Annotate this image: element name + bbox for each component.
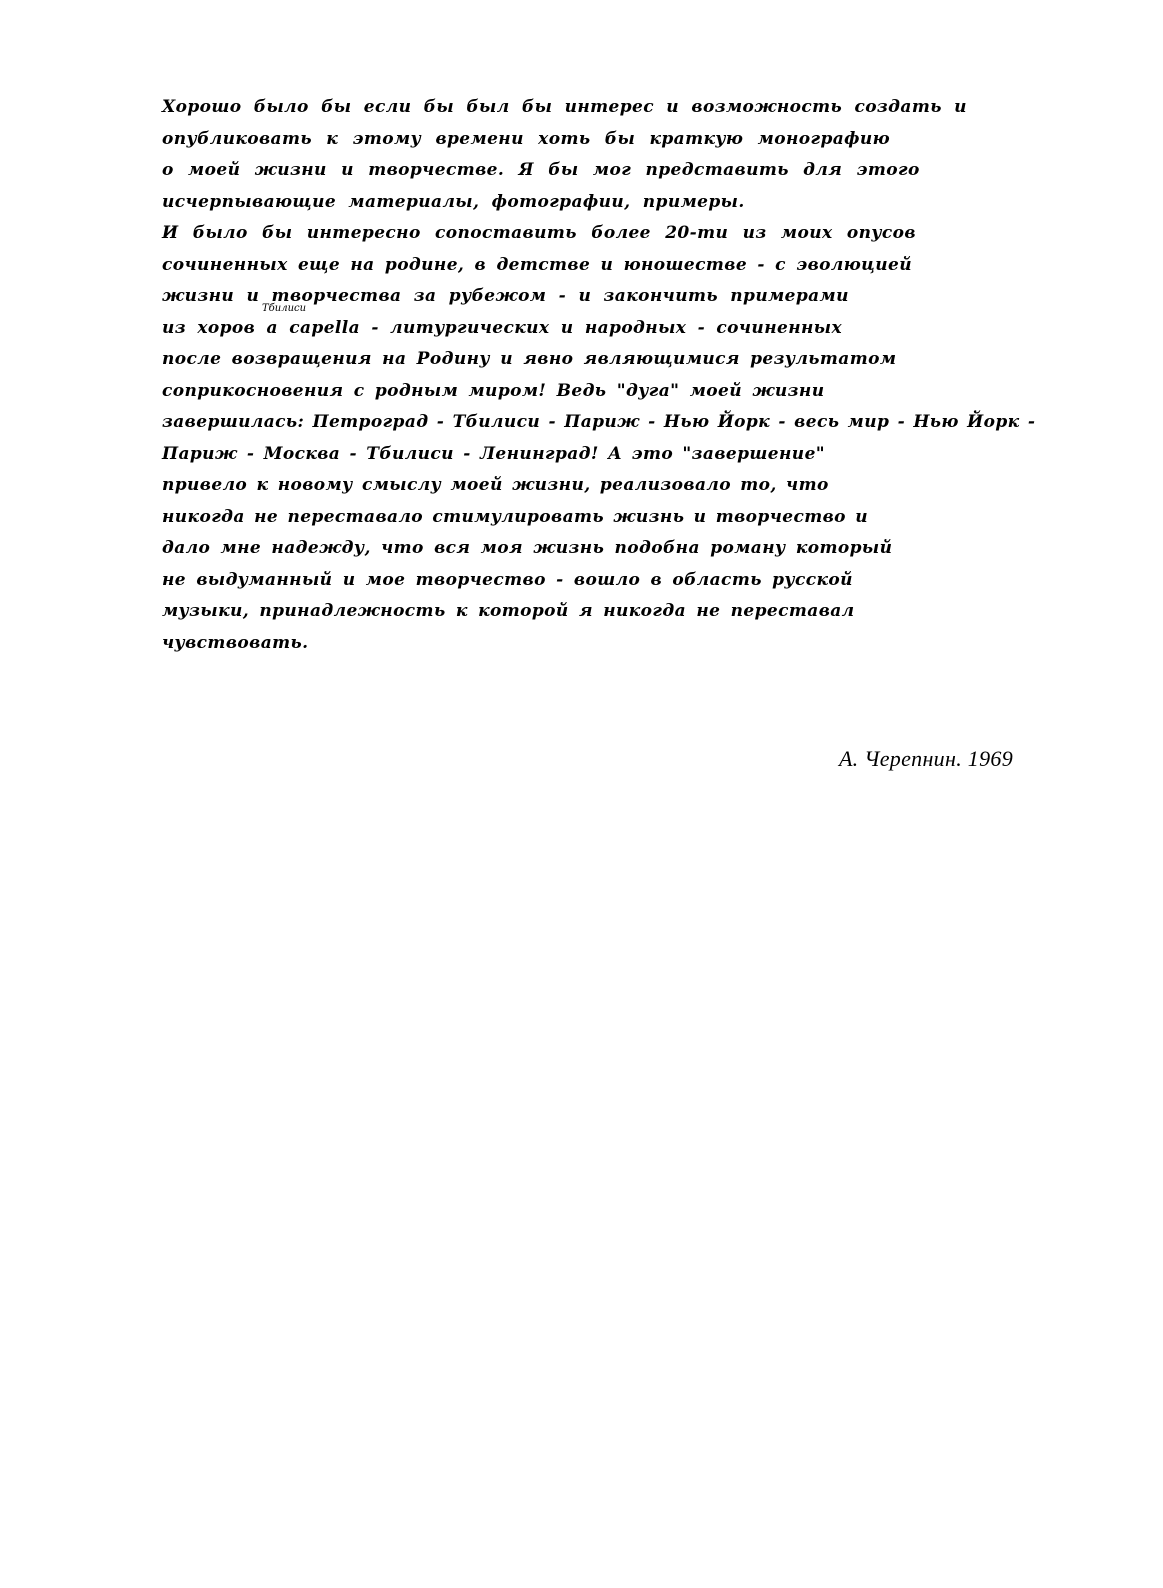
handwritten-line: привело к новому смыслу моей жизни, реализовало то, что [162,475,829,495]
handwritten-line: Париж - Москва - Тбилиси - Ленинград! А это "завершение" [162,443,826,464]
handwritten-line: сочиненных еще на родине, в детстве и юношестве - с эволюцией [162,254,912,275]
signature-caption: А. Черепнин. 1969 [838,746,1013,771]
handwritten-line: жизни и творчества за рубежом - и закончить примерами [162,286,849,306]
handwritten-line: соприкосновения с родным миром! Ведь "дуга" моей жизни [162,380,825,401]
handwritten-line: никогда не переставало стимулировать жизнь и творчество и [162,506,868,527]
handwritten-line: о моей жизни и творчестве. Я бы мог представить для этого [162,160,920,180]
handwritten-line: Хорошо было бы если бы был бы интерес и возможность создать и [162,97,967,117]
interlinear-insertion: Тбилиси [262,303,307,314]
handwritten-line: исчерпывающие материалы, фотографии, примеры. [162,191,745,212]
handwritten-line: опубликовать к этому времени хоть бы краткую монографию [162,128,891,149]
handwritten-line: не выдуманный и мое творчество - вошло в область русской [162,569,853,590]
handwritten-line: дало мне надежду, что вся моя жизнь подобна роману который [162,538,893,558]
handwritten-line: после возвращения на Родину и явно являющимися результатом [162,349,897,369]
handwritten-letter [162,92,1036,659]
handwritten-line: чувствовать. [162,632,309,653]
handwritten-line: завершилась: Петроград - Тбилиси - Париж - Нью Йорк - весь мир - Нью Йорк - [162,412,1036,432]
handwritten-line: из хоров a capella - литургических и народных - сочиненных [162,317,843,338]
handwritten-line: музыки, принадлежность к которой я никогда не переставал [162,601,855,621]
handwritten-line: И было бы интересно сопоставить более 20-ти из моих опусов [162,223,916,243]
